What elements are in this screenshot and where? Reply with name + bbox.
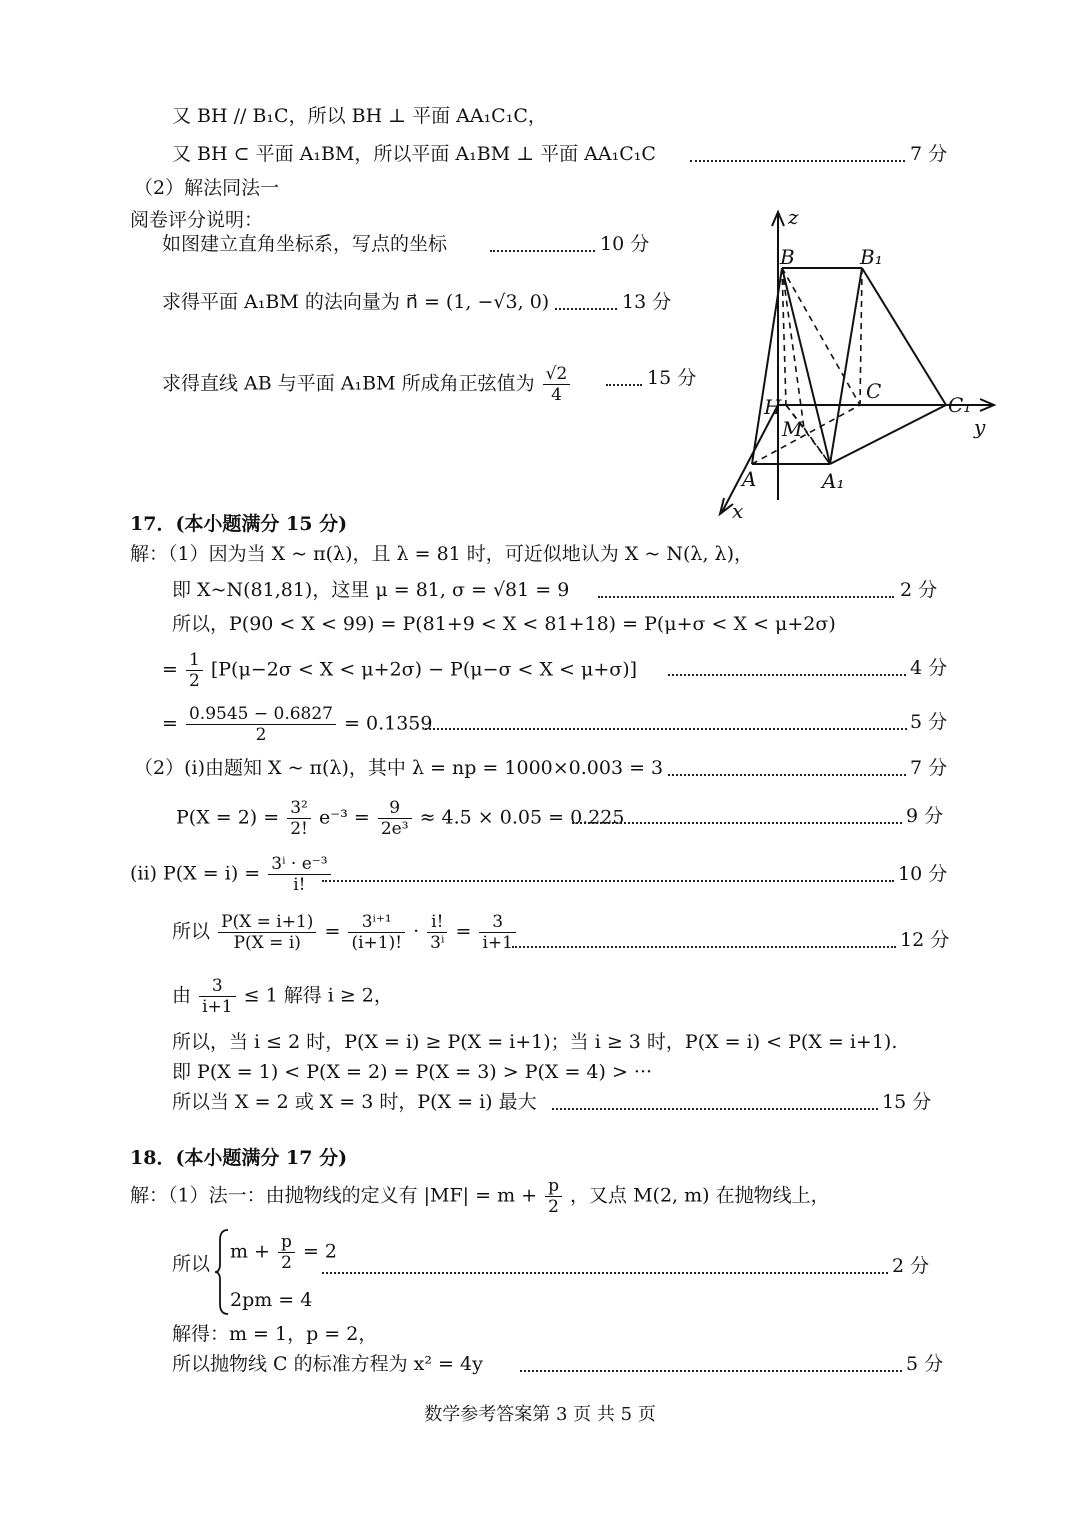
numerator: 0.9545 − 0.6827 [186,704,336,725]
score: 12 分 [900,929,950,951]
numerator: 9 [378,798,412,819]
score: 7 分 [910,757,948,779]
score: 5 分 [906,1353,944,1375]
text: = 0.1359 [344,712,433,735]
denominator: i+1 [482,933,513,953]
proof-line-perpendicular: 又 BH ⊂ 平面 A₁BM，所以平面 A₁BM ⊥ 平面 AA₁C₁C [172,143,656,165]
text: · [413,920,420,943]
q17-line: （2）(i)由题知 X ~ π(λ)，其中 λ = np = 1000×0.003 = 3 [134,757,664,779]
q18-line: 所以抛物线 C 的标准方程为 x² = 4y [172,1353,483,1375]
q17-line: 即 P(X = 1) < P(X = 2) = P(X = 3) > P(X = 4) > ··· [172,1061,653,1083]
denominator: (i+1)! [351,933,403,953]
score: 5 分 [910,711,948,733]
score: 10 分 [600,233,650,255]
numerator: P(X = i+1) [218,912,316,933]
grading-item-sine [162,364,572,405]
q17-line-result [162,704,433,745]
fraction [427,912,447,953]
numerator: 3ⁱ · e⁻³ [268,854,330,875]
dot-leader [520,1370,902,1372]
numerator: 1 [186,650,203,671]
fraction [186,650,203,691]
label-y: y [974,415,986,439]
dot-leader [322,880,894,882]
system-eq1 [230,1232,337,1273]
text: ，又点 M(2, m) 在抛物线上， [570,1184,830,1207]
denominator: 2 [548,1197,559,1217]
denominator: i! [293,875,306,895]
denominator: 3ⁱ [430,933,445,953]
q17-line: 所以，当 i ≤ 2 时，P(X = i) ≥ P(X = i+1)；当 i ≥ 3 时，P(X = i) < P(X = i+1). [172,1031,898,1053]
dot-leader [552,1108,878,1110]
text: ≈ 4.5 × 0.05 = 0.225 [419,806,625,829]
text: = [455,920,472,943]
dot-leader [572,822,902,824]
text: [P(μ−2σ < X < μ+2σ) − P(μ−σ < X < μ+σ)] [210,658,638,681]
label-A: A [742,467,757,491]
text: = [162,658,178,681]
text: 所以 [172,920,211,943]
text: = [162,712,178,735]
denominator: 2! [290,819,308,839]
edge-B1A1 [830,268,862,464]
label-B: B [780,245,795,269]
dot-leader [322,1272,888,1274]
label-C1: C₁ [948,393,972,417]
fraction [378,798,412,839]
dot-leader [598,596,894,598]
dot-leader [606,384,642,386]
dot-leader [690,160,905,162]
score: 15 分 [647,367,697,389]
numerator: p [545,1176,562,1197]
denominator: P(X = i) [233,933,301,953]
q17-line-p2 [176,798,624,839]
fraction [199,976,236,1017]
label-z: z [788,205,799,229]
score: 7 分 [910,143,948,165]
grading-item-normal-vector: 求得平面 A₁BM 的法向量为 n⃗ = (1, −√3, 0) [162,291,550,313]
q17-line: 即 X~N(81,81)，这里 μ = 81, σ = √81 = 9 [172,579,570,601]
denominator: 2 [188,671,200,691]
q17-line: 所以当 X = 2 或 X = 3 时，P(X = i) 最大 [172,1091,537,1113]
dot-leader [668,774,906,776]
dot-leader [425,728,907,730]
text: P(X = 2) = [176,806,280,829]
q17-line: 解：（1）因为当 X ~ π(λ)，且 λ = 81 时，可近似地认为 X ~ N(λ, λ)， [130,543,753,565]
label-A1: A₁ [822,469,845,493]
page-footer: 数学参考答案第 3 页 共 5 页 [424,1404,656,1425]
numerator: p [278,1232,295,1253]
fraction-sqrt2-over-4 [543,364,571,405]
score: 9 分 [906,805,944,827]
edge-BC [782,268,860,405]
score: 2 分 [892,1255,930,1277]
fraction [186,704,336,745]
denominator: 2 [255,725,267,745]
text: e⁻³ = [318,806,370,829]
numerator: i! [427,912,447,933]
denominator: 2 [281,1253,292,1273]
q18-title: 18．(本小题满分 17 分) [130,1147,348,1169]
text: = 2 [302,1240,338,1263]
text: 求得直线 AB 与平面 A₁BM 所成角正弦值为 [162,372,535,395]
text: = [324,920,341,943]
dot-leader [512,946,896,948]
q17-line-pmf [130,854,333,895]
text: (ii) P(X = i) = [130,862,261,885]
denominator: 2e³ [380,819,409,839]
fraction [287,798,311,839]
grading-title: 阅卷评分说明： [130,209,264,231]
numerator: 3² [287,798,311,819]
edge-B1C [860,268,862,405]
score: 13 分 [622,291,672,313]
fraction [479,912,516,953]
numerator: 3 [479,912,516,933]
label-C: C [866,379,882,403]
score: 10 分 [898,863,948,885]
q18-line-definition [130,1176,830,1217]
q17-line: 所以，P(90 < X < 99) = P(81+9 < X < 81+18) = P(μ+σ < X < μ+2σ) [172,613,836,635]
denominator: 4 [551,385,562,405]
label-M: M [782,417,803,441]
fraction [218,912,316,953]
system-eq2: 2pm = 4 [230,1289,313,1311]
q17-line-half [162,650,637,691]
numerator: 3ⁱ⁺¹ [348,912,405,933]
dot-leader [555,308,617,310]
label-B1: B₁ [860,245,883,269]
dot-leader [668,674,906,676]
fraction [268,854,330,895]
score: 4 分 [910,657,948,679]
text: m + [230,1240,270,1263]
grading-item-coordinates: 如图建立直角坐标系，写点的坐标 [162,233,448,255]
proof-line-parallel: 又 BH // B₁C，所以 BH ⊥ 平面 AA₁C₁C， [172,105,547,127]
dot-leader [490,250,595,252]
edge-BH [782,268,786,405]
denominator: i+1 [202,997,233,1017]
text: 由 [172,984,192,1007]
fraction [278,1232,295,1273]
fraction [348,912,405,953]
q17-line-ratio [172,912,518,953]
q17-title: 17．(本小题满分 15 分) [130,513,348,535]
q18-line: 解得：m = 1，p = 2， [172,1323,378,1345]
score: 2 分 [900,579,938,601]
left-brace [214,1228,230,1316]
fraction [545,1176,562,1217]
q17-line-solve [172,976,393,1017]
prism-figure [700,200,1010,520]
x-axis [722,405,778,512]
text: ≤ 1 解得 i ≥ 2， [243,984,393,1007]
label-H: H [764,395,782,419]
part2-heading: （2）解法同法一 [134,177,280,199]
numerator: √2 [543,364,571,385]
text: 解：（1）法一：由抛物线的定义有 |MF| = m + [130,1184,538,1207]
q18-system-lead: 所以 [172,1253,211,1275]
score: 15 分 [882,1091,932,1113]
label-x: x [732,499,744,520]
edge-A1C1 [830,405,946,464]
numerator: 3 [199,976,236,997]
